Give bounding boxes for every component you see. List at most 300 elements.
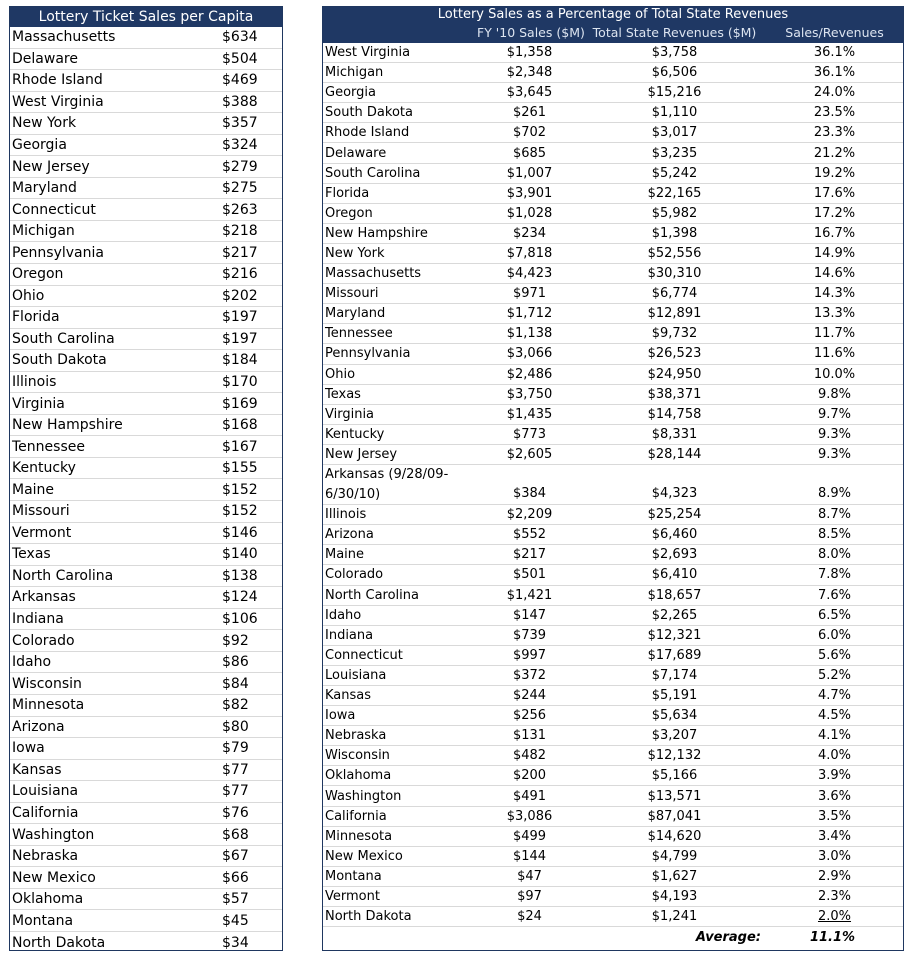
table-row bbox=[10, 630, 282, 652]
per-capita-value: $140 bbox=[222, 546, 258, 563]
revenues-value: $5,191 bbox=[651, 688, 698, 704]
table-row bbox=[323, 264, 903, 284]
table-row bbox=[323, 304, 903, 324]
state-name: Iowa bbox=[325, 708, 356, 724]
sales-value: $200 bbox=[512, 768, 547, 784]
state-name: Montana bbox=[12, 912, 74, 929]
state-name: South Carolina bbox=[12, 330, 115, 347]
ratio-value: 3.9% bbox=[817, 768, 852, 784]
ratio-value: 10.0% bbox=[813, 366, 856, 382]
ratio-value: 17.2% bbox=[813, 205, 856, 221]
table-row bbox=[323, 726, 903, 746]
revenues-value: $1,241 bbox=[651, 909, 698, 925]
per-capita-value: $152 bbox=[222, 503, 258, 520]
table-row bbox=[10, 221, 282, 243]
state-name: West Virginia bbox=[325, 45, 411, 61]
sales-value: $147 bbox=[512, 607, 547, 623]
ratio-value: 9.8% bbox=[817, 386, 852, 402]
revenues-value: $5,634 bbox=[651, 708, 698, 724]
state-name: Montana bbox=[325, 868, 382, 884]
state-name: Idaho bbox=[12, 654, 52, 671]
revenue-share-title: Lottery Sales as a Percentage of Total State Revenues bbox=[323, 7, 903, 23]
table-row bbox=[10, 673, 282, 695]
table-row bbox=[323, 766, 903, 786]
revenues-value: $7,174 bbox=[651, 667, 698, 683]
ratio-value: 14.3% bbox=[813, 286, 856, 302]
state-name: Maryland bbox=[325, 306, 386, 322]
revenues-value: $25,254 bbox=[647, 507, 702, 523]
state-name: New Jersey bbox=[325, 446, 398, 462]
revenues-value: $4,799 bbox=[651, 848, 698, 864]
table-row bbox=[323, 224, 903, 244]
state-name: Georgia bbox=[325, 85, 376, 101]
state-name: Oklahoma bbox=[12, 891, 84, 908]
table-row bbox=[323, 706, 903, 726]
per-capita-rows bbox=[10, 27, 282, 954]
table-row bbox=[10, 566, 282, 588]
state-name: Texas bbox=[12, 546, 51, 563]
table-row bbox=[323, 525, 903, 545]
table-row bbox=[323, 867, 903, 887]
table-row bbox=[10, 307, 282, 329]
table-row bbox=[10, 70, 282, 92]
state-name: Indiana bbox=[12, 611, 64, 628]
table-row bbox=[323, 103, 903, 123]
sales-value: $773 bbox=[512, 426, 547, 442]
state-name: New Jersey bbox=[12, 158, 90, 175]
per-capita-title: Lottery Ticket Sales per Capita bbox=[10, 7, 282, 27]
table-row bbox=[10, 479, 282, 501]
ratio-value: 3.6% bbox=[817, 788, 852, 804]
state-name: Virginia bbox=[12, 395, 65, 412]
sales-value: $2,605 bbox=[506, 446, 553, 462]
state-name: South Dakota bbox=[12, 352, 107, 369]
state-name: Oregon bbox=[12, 266, 64, 283]
revenues-value: $30,310 bbox=[647, 266, 702, 282]
sales-value: $501 bbox=[512, 567, 547, 583]
revenues-value: $24,950 bbox=[647, 366, 702, 382]
table-row bbox=[10, 415, 282, 437]
state-name: Georgia bbox=[12, 137, 67, 153]
sales-value: $2,348 bbox=[506, 65, 553, 81]
sales-value: $3,066 bbox=[506, 346, 553, 362]
sales-value: $1,358 bbox=[506, 45, 553, 61]
ratio-value: 2.3% bbox=[817, 888, 852, 904]
revenue-share-table bbox=[322, 6, 904, 951]
state-name: Iowa bbox=[12, 740, 45, 757]
table-row bbox=[323, 887, 903, 907]
state-name: Ohio bbox=[12, 287, 45, 304]
table-row bbox=[10, 846, 282, 868]
sales-value: $384 bbox=[512, 486, 547, 502]
revenues-value: $2,693 bbox=[651, 547, 698, 563]
revenues-value: $9,732 bbox=[651, 326, 698, 342]
revenues-value: $2,265 bbox=[651, 607, 698, 623]
ratio-value: 9.3% bbox=[817, 446, 852, 462]
table-row bbox=[323, 465, 903, 505]
state-name: Oklahoma bbox=[325, 768, 392, 784]
table-row bbox=[10, 609, 282, 631]
table-row bbox=[10, 824, 282, 846]
revenues-value: $17,689 bbox=[647, 647, 702, 663]
ratio-value: 13.3% bbox=[813, 306, 856, 322]
state-name: Tennessee bbox=[12, 438, 85, 455]
ratio-value: 3.5% bbox=[817, 808, 852, 824]
ratio-value: 6.5% bbox=[817, 607, 852, 623]
table-row bbox=[10, 92, 282, 114]
revenues-value: $8,331 bbox=[651, 426, 698, 442]
state-name: Colorado bbox=[325, 567, 384, 583]
ratio-value: 24.0% bbox=[813, 85, 856, 101]
table-row bbox=[323, 184, 903, 204]
sales-value: $1,435 bbox=[506, 406, 553, 422]
column-header-sales: FY '10 Sales ($M) bbox=[477, 25, 585, 40]
ratio-value: 9.3% bbox=[817, 426, 852, 442]
state-name: Ohio bbox=[325, 366, 356, 382]
table-row bbox=[323, 365, 903, 385]
table-row bbox=[323, 164, 903, 184]
table-row bbox=[323, 123, 903, 143]
average-label: Average: bbox=[695, 929, 761, 945]
table-row bbox=[10, 717, 282, 739]
state-name: Connecticut bbox=[12, 201, 96, 218]
table-row bbox=[323, 244, 903, 264]
state-name: New Hampshire bbox=[325, 225, 428, 241]
state-name: Pennsylvania bbox=[325, 346, 411, 362]
state-name: South Carolina bbox=[325, 165, 421, 181]
ratio-value: 3.4% bbox=[817, 828, 852, 844]
column-headers bbox=[323, 23, 903, 43]
per-capita-value: $84 bbox=[222, 675, 249, 692]
revenues-value: $52,556 bbox=[647, 245, 702, 261]
state-name: Florida bbox=[12, 309, 60, 326]
column-header-ratio: Sales/Revenues bbox=[785, 25, 884, 40]
sales-value: $234 bbox=[512, 225, 547, 241]
table-row bbox=[323, 385, 903, 405]
per-capita-value: $66 bbox=[222, 869, 249, 886]
per-capita-value: $34 bbox=[222, 934, 249, 951]
state-name: Kentucky bbox=[12, 460, 76, 477]
revenues-value: $5,982 bbox=[651, 205, 698, 221]
revenues-value: $38,371 bbox=[647, 386, 702, 402]
table-row bbox=[323, 204, 903, 224]
per-capita-value: $469 bbox=[222, 72, 258, 89]
per-capita-value: $68 bbox=[222, 826, 249, 843]
sales-value: $499 bbox=[512, 828, 547, 844]
state-name: North Dakota bbox=[325, 909, 412, 925]
per-capita-value: $634 bbox=[222, 29, 258, 46]
per-capita-table bbox=[9, 6, 283, 951]
per-capita-value: $82 bbox=[222, 697, 249, 714]
state-name: Rhode Island bbox=[325, 125, 410, 141]
ratio-value: 21.2% bbox=[813, 145, 856, 161]
ratio-value: 23.5% bbox=[813, 105, 856, 121]
table-row bbox=[323, 405, 903, 425]
table-row bbox=[10, 587, 282, 609]
table-row bbox=[10, 178, 282, 200]
per-capita-value: $197 bbox=[222, 330, 258, 347]
per-capita-value: $124 bbox=[222, 589, 258, 606]
table-row bbox=[10, 156, 282, 178]
state-name: Colorado bbox=[12, 632, 75, 649]
per-capita-value: $67 bbox=[222, 848, 249, 865]
ratio-value: 11.7% bbox=[813, 326, 856, 342]
table-row bbox=[10, 803, 282, 825]
per-capita-value: $357 bbox=[222, 115, 258, 132]
table-row bbox=[323, 827, 903, 847]
average-row bbox=[323, 927, 903, 947]
state-name: New York bbox=[12, 115, 77, 132]
sales-value: $261 bbox=[512, 105, 547, 121]
sales-value: $4,423 bbox=[506, 266, 553, 282]
state-name: Wisconsin bbox=[325, 748, 390, 764]
state-name: Indiana bbox=[325, 627, 374, 643]
state-name: Idaho bbox=[325, 607, 362, 623]
state-name: Maine bbox=[12, 481, 55, 498]
state-name: Arkansas (9/28/09- 6/30/10) bbox=[325, 466, 449, 502]
sales-value: $1,712 bbox=[506, 306, 553, 322]
state-name: Wisconsin bbox=[12, 675, 82, 692]
table-row bbox=[323, 505, 903, 525]
ratio-value: 4.5% bbox=[817, 708, 852, 724]
ratio-value: 23.3% bbox=[813, 125, 856, 141]
state-name: Washington bbox=[12, 826, 95, 843]
state-name: Louisiana bbox=[325, 667, 387, 683]
per-capita-value: $169 bbox=[222, 395, 258, 412]
sales-value: $372 bbox=[512, 667, 547, 683]
revenues-value: $87,041 bbox=[647, 808, 702, 824]
revenues-value: $18,657 bbox=[647, 587, 702, 603]
average-value: 11.1% bbox=[809, 929, 856, 945]
table-row bbox=[10, 372, 282, 394]
revenues-value: $5,242 bbox=[651, 165, 698, 181]
sales-value: $997 bbox=[512, 647, 547, 663]
per-capita-value: $324 bbox=[222, 137, 258, 153]
sales-value: $482 bbox=[512, 748, 547, 764]
state-name: Delaware bbox=[12, 50, 78, 67]
per-capita-value: $45 bbox=[222, 912, 249, 929]
revenues-value: $4,323 bbox=[651, 486, 698, 502]
sales-value: $739 bbox=[512, 627, 547, 643]
per-capita-value: $79 bbox=[222, 740, 249, 757]
state-name: Tennessee bbox=[325, 326, 393, 342]
revenues-value: $14,758 bbox=[647, 406, 702, 422]
table-row bbox=[10, 781, 282, 803]
ratio-value: 4.7% bbox=[817, 688, 852, 704]
state-name: Kentucky bbox=[325, 426, 385, 442]
sales-value: $97 bbox=[517, 888, 542, 904]
per-capita-value: $279 bbox=[222, 158, 258, 175]
state-name: Texas bbox=[325, 386, 361, 402]
revenues-value: $22,165 bbox=[647, 185, 702, 201]
sales-value: $244 bbox=[512, 688, 547, 704]
table-row bbox=[10, 329, 282, 351]
sales-value: $24 bbox=[517, 909, 542, 925]
per-capita-value: $138 bbox=[222, 567, 258, 584]
sales-value: $2,209 bbox=[506, 507, 553, 523]
table-row bbox=[10, 910, 282, 932]
per-capita-value: $216 bbox=[222, 266, 258, 283]
sales-value: $217 bbox=[512, 547, 547, 563]
revenues-value: $12,132 bbox=[647, 748, 702, 764]
state-name: Kansas bbox=[12, 761, 62, 778]
table-row bbox=[323, 445, 903, 465]
state-name: North Dakota bbox=[12, 934, 106, 951]
per-capita-value: $170 bbox=[222, 374, 258, 391]
state-name: Michigan bbox=[325, 65, 384, 81]
sales-value: $3,645 bbox=[506, 85, 553, 101]
per-capita-value: $263 bbox=[222, 201, 258, 218]
state-name: Vermont bbox=[325, 888, 380, 904]
state-name: Louisiana bbox=[12, 783, 79, 800]
per-capita-value: $92 bbox=[222, 632, 249, 649]
table-row bbox=[10, 501, 282, 523]
per-capita-value: $57 bbox=[222, 891, 249, 908]
state-name: New Mexico bbox=[325, 848, 403, 864]
state-name: Kansas bbox=[325, 688, 372, 704]
ratio-value: 8.9% bbox=[817, 486, 852, 502]
revenues-value: $3,017 bbox=[651, 125, 698, 141]
sales-value: $1,421 bbox=[506, 587, 553, 603]
sales-value: $702 bbox=[512, 125, 547, 141]
revenues-value: $13,571 bbox=[647, 788, 702, 804]
table-row bbox=[323, 746, 903, 766]
per-capita-value: $77 bbox=[222, 761, 249, 778]
sales-value: $3,750 bbox=[506, 386, 553, 402]
table-row bbox=[10, 652, 282, 674]
sales-value: $144 bbox=[512, 848, 547, 864]
ratio-value: 14.9% bbox=[813, 245, 856, 261]
table-row bbox=[323, 63, 903, 83]
state-name: Washington bbox=[325, 788, 402, 804]
ratio-value: 3.0% bbox=[817, 848, 852, 864]
table-row bbox=[323, 545, 903, 565]
table-row bbox=[323, 425, 903, 445]
state-name: New York bbox=[325, 245, 385, 261]
state-name: Maryland bbox=[12, 180, 77, 197]
table-row bbox=[10, 458, 282, 480]
table-row bbox=[10, 889, 282, 911]
state-name: North Carolina bbox=[325, 587, 419, 603]
table-row bbox=[10, 523, 282, 545]
per-capita-value: $218 bbox=[222, 223, 258, 240]
per-capita-value: $152 bbox=[222, 481, 258, 498]
ratio-value: 2.0% bbox=[817, 909, 852, 925]
revenues-value: $4,193 bbox=[651, 888, 698, 904]
table-row bbox=[323, 847, 903, 867]
state-name: Minnesota bbox=[325, 828, 393, 844]
ratio-value: 16.7% bbox=[813, 225, 856, 241]
revenues-value: $12,321 bbox=[647, 627, 702, 643]
ratio-value: 6.0% bbox=[817, 627, 852, 643]
per-capita-value: $184 bbox=[222, 352, 258, 369]
state-name: Florida bbox=[325, 185, 370, 201]
revenues-value: $12,891 bbox=[647, 306, 702, 322]
sales-value: $685 bbox=[512, 145, 547, 161]
table-row bbox=[10, 393, 282, 415]
ratio-value: 8.7% bbox=[817, 507, 852, 523]
table-row bbox=[323, 284, 903, 304]
revenues-value: $6,410 bbox=[651, 567, 698, 583]
per-capita-value: $388 bbox=[222, 93, 258, 110]
sales-value: $491 bbox=[512, 788, 547, 804]
table-row bbox=[10, 113, 282, 135]
table-row bbox=[323, 344, 903, 364]
per-capita-value: $197 bbox=[222, 309, 258, 326]
state-name: Vermont bbox=[12, 524, 72, 541]
ratio-value: 17.6% bbox=[813, 185, 856, 201]
per-capita-value: $168 bbox=[222, 417, 258, 434]
state-name: Missouri bbox=[325, 286, 379, 302]
sales-value: $3,901 bbox=[506, 185, 553, 201]
revenues-value: $1,398 bbox=[651, 225, 698, 241]
state-name: Maine bbox=[325, 547, 365, 563]
sales-value: $971 bbox=[512, 286, 547, 302]
sales-value: $552 bbox=[512, 527, 547, 543]
table-row bbox=[323, 586, 903, 606]
table-row bbox=[323, 626, 903, 646]
sales-value: $2,486 bbox=[506, 366, 553, 382]
revenues-value: $1,110 bbox=[651, 105, 698, 121]
sales-value: $1,007 bbox=[506, 165, 553, 181]
per-capita-value: $504 bbox=[222, 50, 258, 67]
ratio-value: 9.7% bbox=[817, 406, 852, 422]
state-name: Missouri bbox=[12, 503, 70, 520]
state-name: North Carolina bbox=[12, 567, 114, 584]
state-name: South Dakota bbox=[325, 105, 413, 121]
ratio-value: 36.1% bbox=[813, 45, 856, 61]
table-row bbox=[10, 49, 282, 71]
per-capita-value: $202 bbox=[222, 287, 258, 304]
table-row bbox=[10, 867, 282, 889]
state-name: Connecticut bbox=[325, 647, 403, 663]
state-name: New Hampshire bbox=[12, 417, 123, 434]
per-capita-value: $167 bbox=[222, 438, 258, 455]
state-name: Arizona bbox=[12, 718, 65, 735]
sales-value: $256 bbox=[512, 708, 547, 724]
state-name: Illinois bbox=[12, 374, 57, 391]
revenues-value: $3,235 bbox=[651, 145, 698, 161]
state-name: Rhode Island bbox=[12, 72, 103, 89]
state-name: Nebraska bbox=[12, 848, 79, 865]
per-capita-value: $146 bbox=[222, 524, 258, 541]
table-row bbox=[323, 646, 903, 666]
revenue-share-rows bbox=[323, 43, 903, 927]
table-row bbox=[10, 27, 282, 49]
ratio-value: 8.5% bbox=[817, 527, 852, 543]
table-row bbox=[323, 43, 903, 63]
table-row bbox=[10, 436, 282, 458]
state-name: Minnesota bbox=[12, 697, 85, 714]
state-name: Arkansas bbox=[12, 589, 76, 606]
table-row bbox=[10, 350, 282, 372]
state-name: Pennsylvania bbox=[12, 244, 104, 261]
per-capita-value: $106 bbox=[222, 611, 258, 628]
per-capita-value: $275 bbox=[222, 180, 258, 197]
ratio-value: 8.0% bbox=[817, 547, 852, 563]
column-header-revenues: Total State Revenues ($M) bbox=[592, 25, 757, 40]
table-row bbox=[323, 565, 903, 585]
revenues-value: $5,166 bbox=[651, 768, 698, 784]
ratio-value: 4.1% bbox=[817, 728, 852, 744]
state-name: California bbox=[325, 808, 387, 824]
table-row bbox=[323, 786, 903, 806]
table-row bbox=[10, 932, 282, 954]
sales-value: $47 bbox=[517, 868, 542, 884]
sales-value: $1,138 bbox=[506, 326, 553, 342]
state-name: Michigan bbox=[12, 223, 75, 240]
table-row bbox=[10, 286, 282, 308]
